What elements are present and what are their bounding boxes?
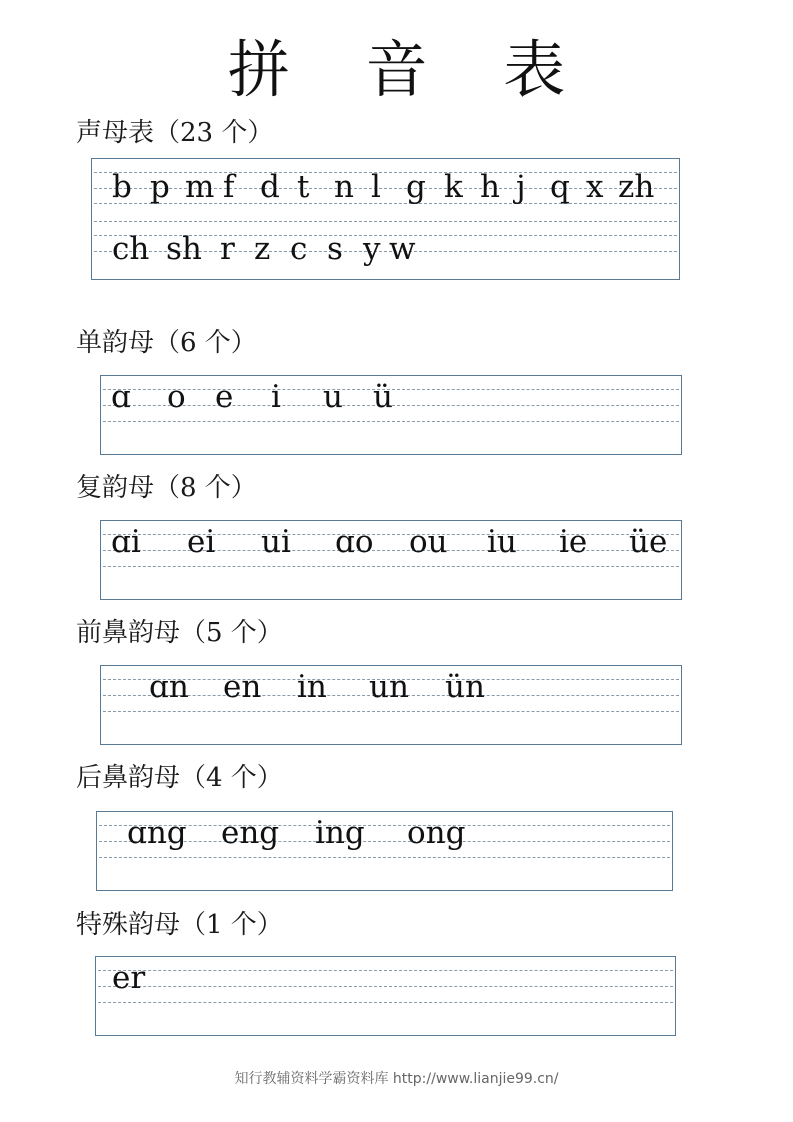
pinyin-item: ün (445, 669, 485, 705)
guide-line (94, 221, 677, 222)
pinyin-item: üe (629, 524, 668, 560)
pinyin-item: d (260, 169, 280, 205)
special-final-row (112, 960, 145, 996)
pinyin-item: c (290, 231, 308, 267)
back-nasal-finals-box (96, 811, 673, 891)
compound-finals-row (111, 524, 667, 560)
guide-line (103, 421, 679, 422)
back-nasal-finals-row (127, 815, 465, 851)
pinyin-item: er (112, 960, 146, 996)
pinyin-item: k (444, 169, 463, 205)
guide-line (98, 970, 673, 971)
pinyin-item: ong (407, 815, 466, 851)
section-label-simple-finals: 单韵母（6 个） (76, 328, 257, 358)
pinyin-item: q (550, 169, 570, 205)
pinyin-item: ɑi (111, 524, 141, 560)
pinyin-item: un (369, 669, 409, 705)
pinyin-item: i (271, 379, 281, 415)
pinyin-item: z (254, 231, 271, 267)
footer-watermark: 知行教辅资料学霸资料库 http://www.lianjie99.cn/ (234, 1071, 559, 1087)
pinyin-item: ie (559, 524, 588, 560)
pinyin-item: b (112, 169, 132, 205)
pinyin-item: p (150, 169, 170, 205)
section-label-special-final: 特殊韵母（1 个） (76, 910, 283, 940)
front-nasal-finals-box (100, 665, 682, 745)
pinyin-item: u (323, 379, 343, 415)
front-nasal-finals-row (149, 669, 485, 705)
pinyin-item: ch (112, 231, 150, 267)
pinyin-item: t (297, 169, 310, 205)
pinyin-item: ou (409, 524, 448, 560)
initials-box (91, 158, 680, 280)
pinyin-item: x (586, 169, 604, 205)
guide-line (98, 1002, 673, 1003)
pinyin-item: ei (187, 524, 216, 560)
section-label-back-nasal-finals: 后鼻韵母（4 个） (76, 763, 283, 793)
pinyin-item: m (185, 169, 215, 205)
special-final-box (95, 956, 676, 1036)
pinyin-item: f (223, 169, 235, 205)
initials-row-2 (112, 231, 416, 267)
pinyin-item: o (167, 379, 186, 415)
pinyin-item: ɑn (149, 669, 189, 705)
guide-line (103, 711, 679, 712)
pinyin-item: g (406, 169, 426, 205)
pinyin-item: h (480, 169, 500, 205)
pinyin-item: ü (373, 379, 393, 415)
section-label-initials: 声母表（23 个） (76, 118, 274, 148)
section-label-compound-finals: 复韵母（8 个） (76, 473, 257, 503)
simple-finals-row (111, 379, 393, 415)
pinyin-item: ui (261, 524, 291, 560)
pinyin-item: y (363, 231, 381, 267)
pinyin-item: zh (618, 169, 655, 205)
simple-finals-box (100, 375, 682, 455)
pinyin-item: w (389, 231, 416, 267)
pinyin-item: ɑng (127, 815, 187, 851)
page-title: 拼 音 表 (227, 33, 594, 106)
pinyin-item: iu (487, 524, 517, 560)
pinyin-item: s (327, 231, 343, 267)
pinyin-item: l (371, 169, 381, 205)
pinyin-item: r (220, 231, 235, 267)
guide-line (103, 566, 679, 567)
pinyin-item: n (334, 169, 354, 205)
pinyin-item: in (297, 669, 327, 705)
pinyin-item: en (223, 669, 262, 705)
pinyin-item: ɑ (111, 379, 131, 415)
compound-finals-box (100, 520, 682, 600)
pinyin-item: j (516, 169, 526, 205)
pinyin-item: ing (315, 815, 365, 851)
guide-line (98, 986, 673, 987)
initials-row-1 (112, 169, 654, 205)
pinyin-item: e (215, 379, 234, 415)
pinyin-item: sh (166, 231, 202, 267)
guide-line (99, 857, 670, 858)
section-label-front-nasal-finals: 前鼻韵母（5 个） (76, 618, 283, 648)
pinyin-item: ɑo (335, 524, 374, 560)
pinyin-item: eng (221, 815, 280, 851)
